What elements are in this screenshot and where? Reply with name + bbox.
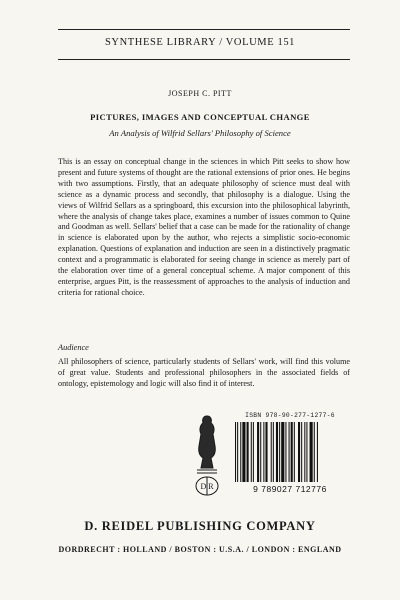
barcode-bar	[291, 422, 293, 482]
barcode-bar	[251, 422, 252, 482]
publisher-logo-icon	[187, 412, 227, 498]
barcode-bar	[289, 422, 290, 482]
barcode-bar	[273, 422, 274, 482]
barcode-icon	[229, 422, 351, 494]
book-title: PICTURES, IMAGES AND CONCEPTUAL CHANGE	[90, 112, 310, 122]
barcode-number: 9 789027 712776	[253, 484, 327, 494]
barcode-bar	[257, 422, 259, 482]
barcode-bar	[310, 422, 313, 482]
top-rule	[58, 29, 350, 30]
barcode-bar	[247, 422, 249, 482]
logo-letters: D R	[200, 482, 214, 491]
isbn-block	[187, 410, 351, 506]
barcode-bar	[276, 422, 278, 482]
isbn-number: ISBN 978-90-277-1277-6	[245, 412, 335, 419]
barcode-bar	[281, 422, 284, 482]
description-paragraph: This is an essay on conceptual change in the sciences in which Pitt seeks to show how present and future systems of thought are the rational extensions of prior ones. He begins with two assumptions. Firstly, that an adequate philosophy of science must deal with science as a dynamic process and secondly, that philosophy is a dialogue. Using the views of Wilfrid Sellars as a springboard, this excursion into the philosophical labyrinth, where the analysis of change takes place, examines a number of issues common to Quine and Goodman as well. Sellars' belief that a case can be made for the rationality of change in science is elaborated upon by the author, who rejects a simplistic socio-economic explanation. Questions of explanation and induction are seen in a distinctively pragmatic context and a programmatic is elaborated for seeing change in science as merely part of the elaboration over time of a general conceptual scheme. A major component of this enterprise, argues Pitt, is the reassessment of approaches to the analysis of induction and criteria for rational choice.	[58, 157, 350, 297]
book-subtitle: An Analysis of Wilfrid Sellars' Philosophy of Science	[109, 128, 291, 138]
barcode-bar	[271, 422, 272, 482]
series-rule	[58, 59, 350, 60]
barcode-bar	[304, 422, 305, 482]
audience-paragraph: All philosophers of science, particularly students of Sellars' work, will find this volume of great value. Students and professional philosophers in the associated fields of ontology, epistemology and logic will also find it of interest.	[58, 357, 350, 388]
publisher-name: D. REIDEL PUBLISHING COMPANY	[84, 519, 316, 533]
barcode-bar	[314, 422, 315, 482]
publisher-cities: DORDRECHT : HOLLAND / BOSTON : U.S.A. / LONDON : ENGLAND	[58, 545, 342, 554]
barcode-bar	[265, 422, 267, 482]
barcode-bar	[237, 422, 238, 482]
barcode-bar	[242, 422, 245, 482]
barcode-bar	[263, 422, 264, 482]
barcode-bar	[306, 422, 307, 482]
barcode-bar	[240, 422, 241, 482]
barcode-bar	[285, 422, 286, 482]
barcode-bar	[301, 422, 302, 482]
barcode-bar	[298, 422, 300, 482]
author-name: JOSEPH C. PITT	[168, 89, 232, 98]
series-title: SYNTHESE LIBRARY / VOLUME 151	[104, 37, 296, 48]
barcode-bar	[294, 422, 295, 482]
barcode-bar	[253, 422, 254, 482]
barcode-bar	[317, 422, 318, 482]
barcode-bar	[235, 422, 236, 482]
audience-heading: Audience	[58, 343, 89, 352]
barcode-bar	[260, 422, 261, 482]
barcode-bar	[279, 422, 280, 482]
